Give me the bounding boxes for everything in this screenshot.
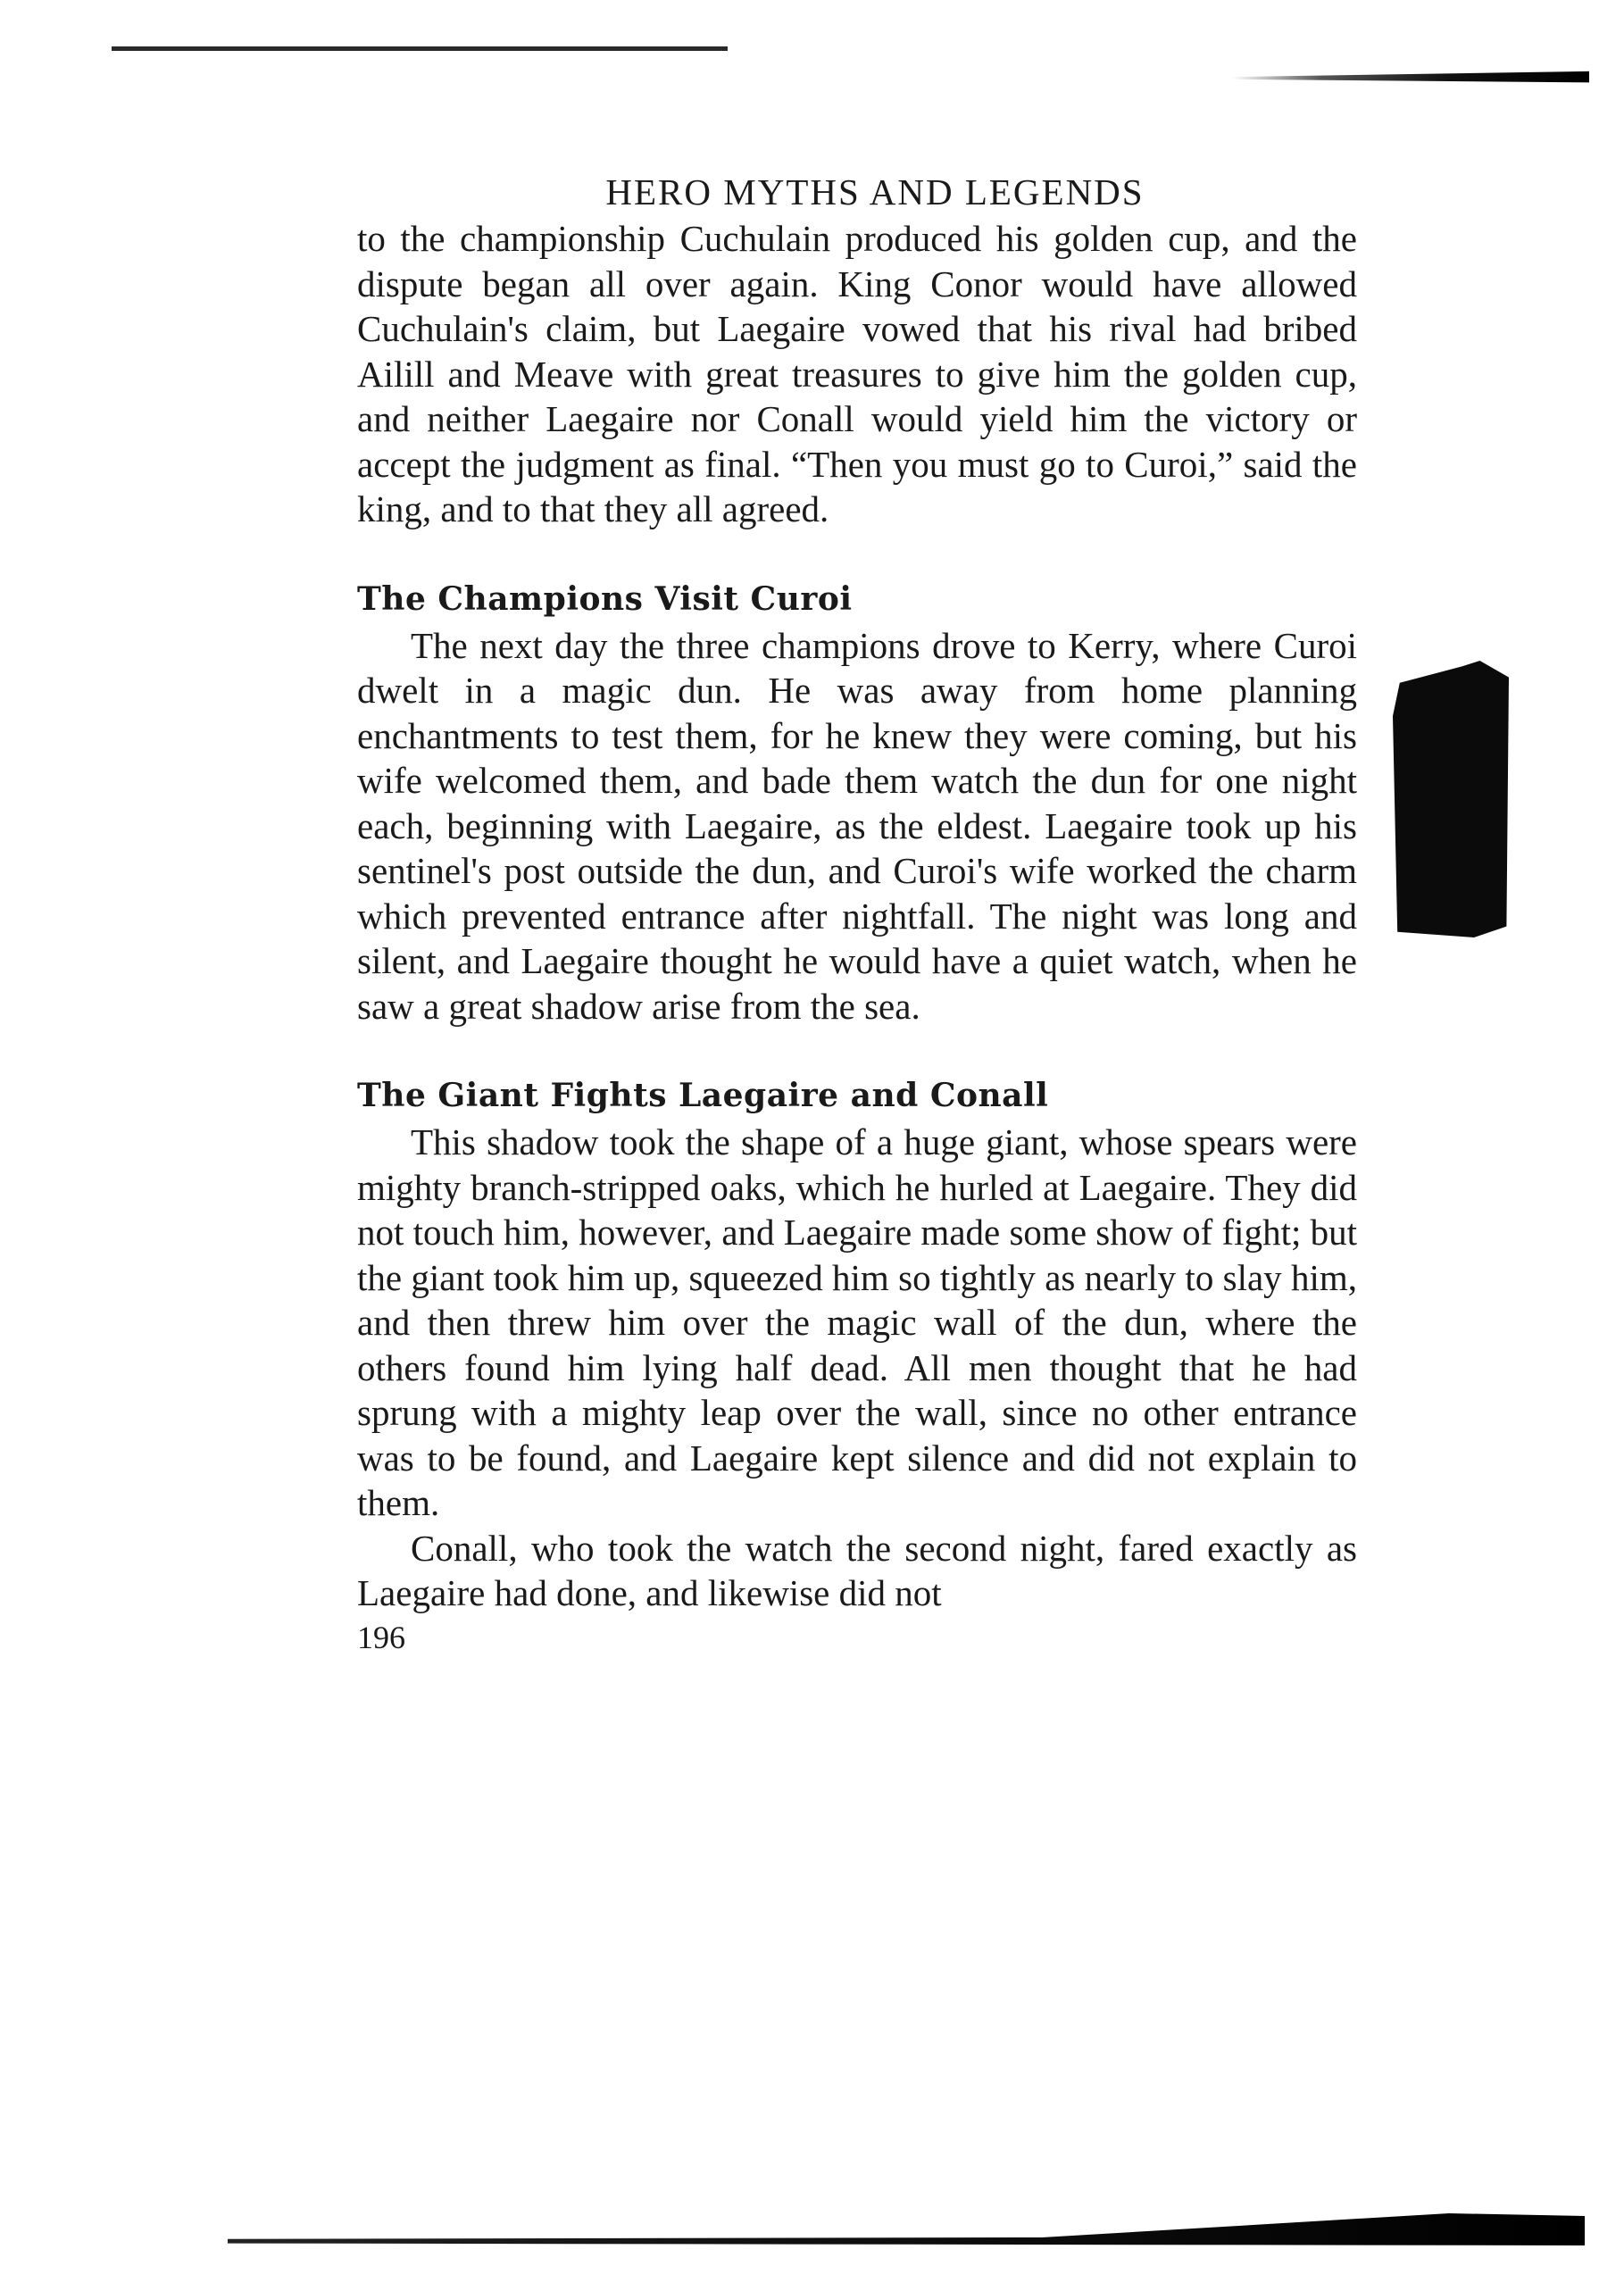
page-number: 196 (357, 1619, 405, 1655)
paragraph-3: This shadow took the shape of a huge giant, whose spears were mighty branch-stripped oaks, which he hurled at Laegaire. They did not touch him, however, and Laegaire made some show of fight; but the giant took him up, squeezed him so tightly as nearly to slay him, and then threw him over the magic wall of the dun, where the others found him lying half dead. All men thought that he had sprung with a mighty leap over the wall, since no other entrance was to be found, and Laegaire kept silence and did not explain to them. (357, 1121, 1357, 1523)
book-page (357, 170, 1357, 1655)
section-heading-champions-visit-curoi: The Champions Visit Curoi (357, 579, 853, 618)
section-heading-giant-fights: The Giant Fights Laegaire and Conall (357, 1077, 1049, 1114)
paragraph-2: The next day the three champions drove to Kerry, where Curoi dwelt in a magic dun. He was away from home planning enchantments to test them, for he knew they were coming, but his wife welcomed them, and bade them watch the dun for one night each, beginning with Laegaire, as the eldest. Laegaire took up his sentinel's post outside the dun, and Curoi's wife worked the charm which prevented entrance after nightfall. The night was long and silent, and Laegaire thought he would have a quiet watch, when he saw a great shadow arise from the sea. (357, 624, 1357, 1027)
scan-edge-top-right (1232, 70, 1589, 86)
paragraph-4: Conall, who took the watch the second night, fared exactly as Laegaire had done, and likewise did not (357, 1527, 1357, 1613)
scan-edge-bottom (228, 2192, 1585, 2245)
running-head: HERO MYTHS AND LEGENDS (605, 171, 1145, 212)
scan-edge-top-left (112, 46, 728, 51)
paragraph-1: to the championship Cuchulain produced his golden cup, and the dispute began all over again. King Conor would have allowed Cuchulain's claim, but Laegaire vowed that his rival had bribed Ailill and Meave with great treasures to give him the golden cup, and neither Laegaire nor Conall would yield him the victory or accept the judgment as final. “Then you must go to Curoi,” said the king, and to that they all agreed. (357, 218, 1357, 529)
scan-shadow-block (1393, 661, 1509, 937)
